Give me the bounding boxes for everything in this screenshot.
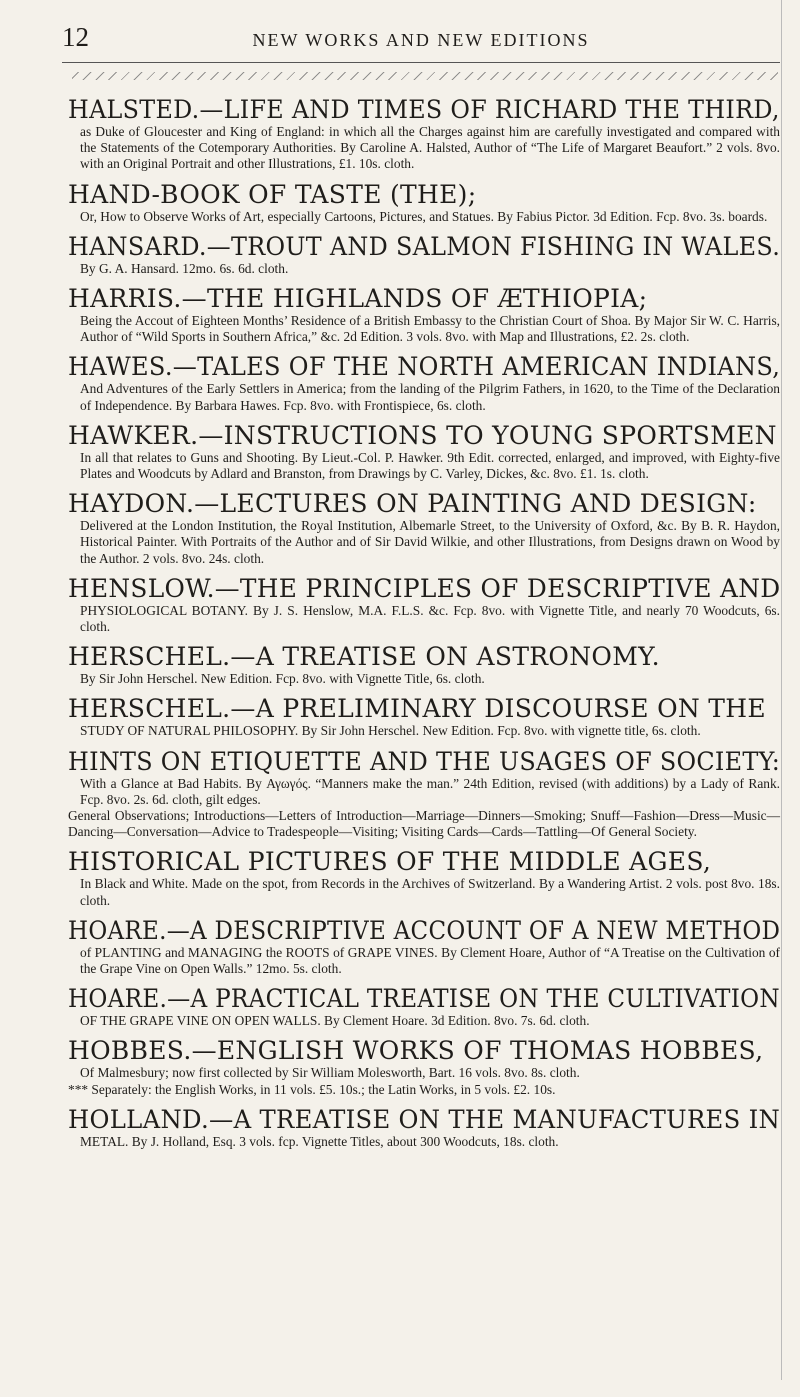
catalogue-entry bbox=[68, 233, 780, 277]
entry-list bbox=[68, 96, 780, 1158]
entry-heading: HOARE.—A PRACTICAL TREATISE ON THE CULTIVATION bbox=[68, 984, 780, 1014]
entry-separate-note: *** Separately: the English Works, in 11 vols. £5. 10s.; the Latin Works, in 5 vols. £2. 10s. bbox=[68, 1081, 556, 1097]
entry-heading: HINTS ON ETIQUETTE AND THE USAGES OF SOCIETY: bbox=[68, 746, 781, 776]
entry-description: In Black and White. Made on the spot, from Records in the Archives of Switzerland. By a Wandering Artist. 2 vols. post 8vo. 18s. cloth. bbox=[80, 876, 780, 908]
entry-heading: HAWKER.—INSTRUCTIONS TO YOUNG SPORTSMEN bbox=[68, 420, 777, 450]
catalogue-entry bbox=[68, 985, 780, 1029]
entry-description: And Adventures of the Early Settlers in America; from the landing of the Pilgrim Fathers, in 1620, to the Time of the Declaration of Independence. By Barbara Hawes. Fcp. 8vo. with Frontispiece, 6s. cloth. bbox=[80, 381, 780, 413]
catalogue-entry bbox=[68, 748, 780, 841]
entry-description: Delivered at the London Institution, the Royal Institution, Albemarle Street, to the University of Oxford, &c. By B. R. Haydon, Historical Painter. With Portraits of the Author and of Sir David Wilkie, and other Illustrations, from Designs drawn on Wood by the Author. 2 vols. 8vo. 24s. cloth. bbox=[80, 518, 780, 566]
entry-heading: HENSLOW.—THE PRINCIPLES OF DESCRIPTIVE AND bbox=[68, 573, 781, 603]
entry-description: By Sir John Herschel. New Edition. Fcp. 8vo. with Vignette Title, 6s. cloth. bbox=[80, 671, 485, 687]
catalogue-entry bbox=[68, 643, 780, 687]
catalogue-entry bbox=[68, 1106, 780, 1150]
right-frame-rule bbox=[781, 0, 782, 1380]
entry-description: OF THE GRAPE VINE ON OPEN WALLS. By Clement Hoare. 3d Edition. 8vo. 7s. 6d. cloth. bbox=[80, 1013, 590, 1029]
entry-heading: HERSCHEL.—A PRELIMINARY DISCOURSE ON THE bbox=[68, 694, 766, 724]
entry-heading: HARRIS.—THE HIGHLANDS OF ÆTHIOPIA; bbox=[68, 284, 648, 314]
entry-heading: HOBBES.—ENGLISH WORKS OF THOMAS HOBBES, bbox=[68, 1036, 764, 1066]
wavy-ornament-rule bbox=[72, 72, 778, 80]
header-rule bbox=[62, 62, 780, 63]
running-title: NEW WORKS AND NEW EDITIONS bbox=[252, 30, 590, 50]
catalogue-entry bbox=[68, 848, 780, 908]
entry-heading: HERSCHEL.—A TREATISE ON ASTRONOMY. bbox=[68, 642, 660, 672]
entry-heading: HOARE.—A DESCRIPTIVE ACCOUNT OF A NEW METHOD bbox=[68, 915, 781, 945]
catalogue-entry bbox=[68, 490, 780, 567]
entry-description: Of Malmesbury; now first collected by Sir William Molesworth, Bart. 16 vols. 8vo. 8s. cloth. bbox=[80, 1065, 580, 1081]
entry-description: PHYSIOLOGICAL BOTANY. By J. S. Henslow, M.A. F.L.S. &c. Fcp. 8vo. with Vignette Title, and nearly 70 Woodcuts, 6s. cloth. bbox=[80, 602, 780, 635]
catalogue-entry bbox=[68, 917, 780, 977]
entry-description: Or, How to Observe Works of Art, especially Cartoons, Pictures, and Statues. By Fabius Pictor. 3d Edition. Fcp. 8vo. 3s. boards. bbox=[80, 208, 768, 224]
entry-heading: HOLLAND.—A TREATISE ON THE MANUFACTURES IN bbox=[68, 1104, 781, 1134]
entry-heading: HALSTED.—LIFE AND TIMES OF RICHARD THE THIRD, bbox=[68, 95, 780, 124]
entry-heading: HAND-BOOK OF TASTE (THE); bbox=[68, 179, 477, 209]
entry-description: In all that relates to Guns and Shooting. By Lieut.-Col. P. Hawker. 9th Edit. corrected, enlarged, and improved, with Eighty-five Plates and Woodcuts by Adlard and Branston, from Drawings by C. Varley, Dickes, &c. 8vo. £1. 1s. cloth. bbox=[80, 449, 780, 482]
catalogue-entry bbox=[68, 575, 780, 635]
catalogue-entry bbox=[68, 96, 780, 173]
entry-description: as Duke of Gloucester and King of England: in which all the Charges against him are carefully investigated and compared with the Statements of the Cotemporary Authorities. By Caroline A. Halsted, Author of “The Life of Margaret Beaufort.” 2 vols. 8vo. with an Original Portrait and other Illustrations, £1. 10s. cloth. bbox=[80, 124, 780, 172]
entry-description: of PLANTING and MANAGING the ROOTS of GRAPE VINES. By Clement Hoare, Author of “A Treatise on the Cultivation of the Grape Vine on Open Walls.” 12mo. 5s. cloth. bbox=[80, 944, 780, 977]
entry-heading: HAWES.—TALES OF THE NORTH AMERICAN INDIANS, bbox=[68, 352, 781, 382]
catalogue-entry bbox=[68, 181, 780, 225]
running-head bbox=[62, 14, 780, 54]
catalogue-entry bbox=[68, 695, 780, 739]
entry-heading: HAYDON.—LECTURES ON PAINTING AND DESIGN: bbox=[68, 489, 757, 519]
catalogue-entry bbox=[68, 353, 780, 413]
entry-contents-note: General Observations; Introductions—Letters of Introduction—Marriage—Dinners—Smoking; Snuff—Fashion—Dress—Music—Dancing—Conversation—Advice to Tradespeople—Visiting; Visiting Cards—Cards—Tattling—Of General Society. bbox=[68, 808, 780, 840]
entry-description: METAL. By J. Holland, Esq. 3 vols. fcp. Vignette Titles, about 300 Woodcuts, 18s. cloth. bbox=[80, 1133, 559, 1149]
entry-description: With a Glance at Bad Habits. By Αγωγός. “Manners make the man.” 24th Edition, revised (with additions) by a Lady of Rank. Fcp. 8vo. 2s. 6d. cloth, gilt edges. bbox=[80, 775, 780, 807]
entry-description: By G. A. Hansard. 12mo. 6s. 6d. cloth. bbox=[80, 260, 289, 276]
entry-description: STUDY OF NATURAL PHILOSOPHY. By Sir John Herschel. New Edition. Fcp. 8vo. with vignette title, 6s. cloth. bbox=[80, 723, 701, 739]
entry-heading: HANSARD.—TROUT AND SALMON FISHING IN WALES. bbox=[68, 231, 781, 261]
catalogue-page bbox=[62, 14, 780, 1374]
catalogue-entry bbox=[68, 285, 780, 345]
entry-description: Being the Accout of Eighteen Months’ Residence of a British Embassy to the Christian Court of Shoa. By Major Sir W. C. Harris, Author of “Wild Sports in Southern Africa,” &c. 2d Edition. 3 vols. 8vo. with Map and Illustrations, £2. 2s. cloth. bbox=[80, 313, 780, 345]
entry-heading: HISTORICAL PICTURES OF THE MIDDLE AGES, bbox=[68, 847, 712, 877]
catalogue-entry bbox=[68, 1037, 780, 1097]
catalogue-entry bbox=[68, 422, 780, 482]
page-number: 12 bbox=[62, 22, 89, 52]
